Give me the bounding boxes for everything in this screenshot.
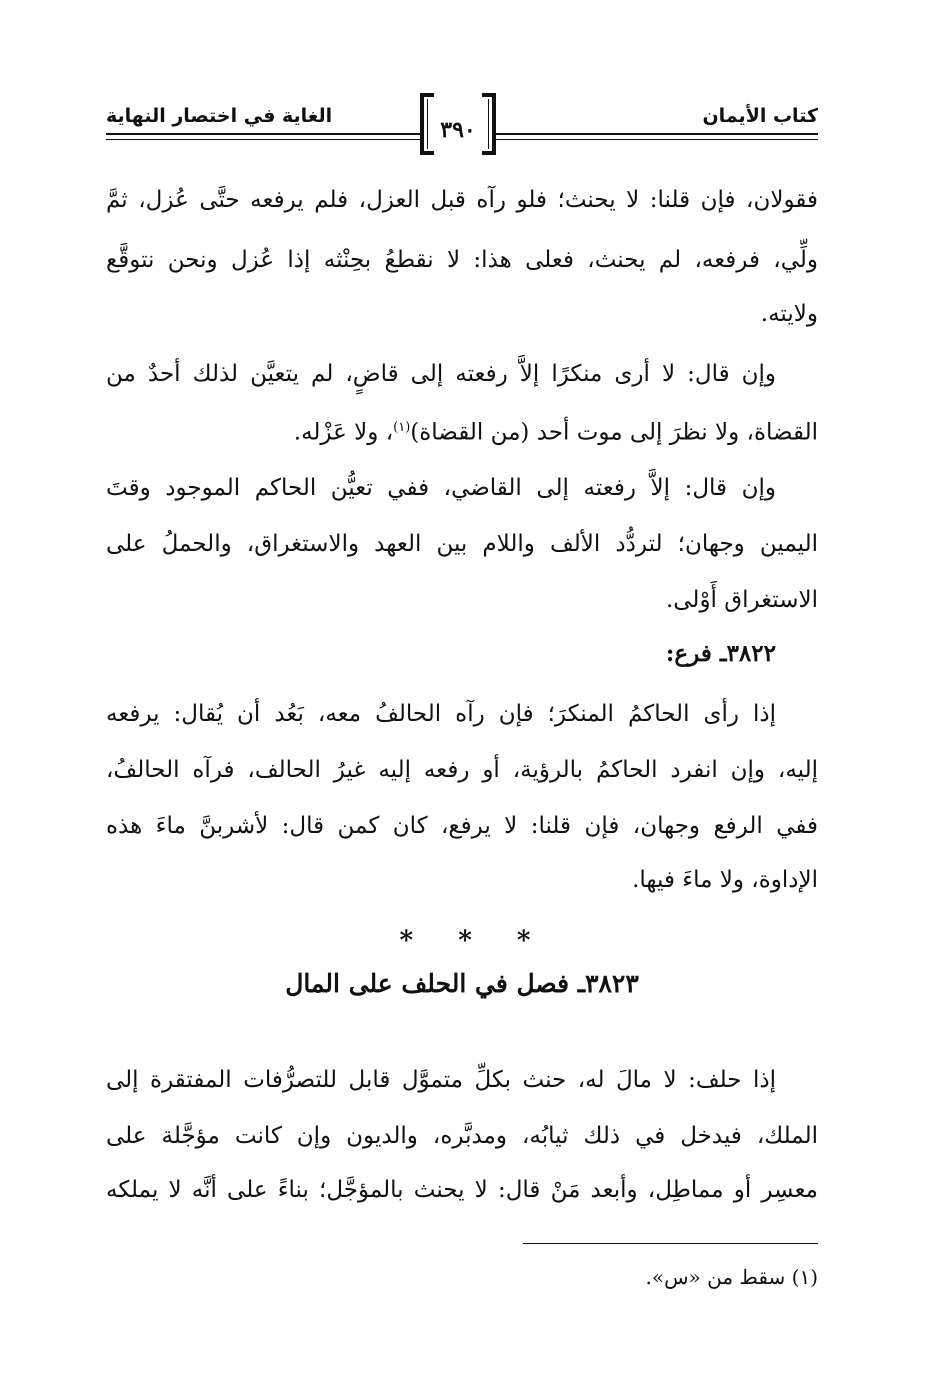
section-separator-stars: * * * bbox=[399, 926, 549, 956]
branch-heading: ٣٨٢٢ـ فرع: bbox=[665, 640, 776, 667]
text-line: ولِّي، فرفعه، لم يحنث، فعلى هذا: لا نقطعُ بحِنْثه إذا عُزل ونحن نتوقَّع bbox=[106, 247, 818, 273]
text-line: إليه، وإن انفرد الحاكمُ بالرؤية، أو رفعه إليه غيرُ الحالف، فرآه الحالفُ، bbox=[106, 757, 818, 783]
header-rule-left-thin bbox=[106, 139, 422, 140]
header-rule-right bbox=[496, 133, 818, 135]
text-line: ففي الرفع وجهان، فإن قلنا: لا يرفع، كان كمن قال: لأشربنَّ ماءَ هذه bbox=[106, 813, 818, 839]
header-rule-left bbox=[106, 133, 422, 135]
text-line: إذا حلف: لا مالَ له، حنث بكلِّ متموَّل قابل للتصرُّفات المفتقرة إلى bbox=[106, 1067, 776, 1093]
text-line: الاستغراق أَوْلى. bbox=[665, 587, 818, 613]
text-line: الملك، فيدخل في ذلك ثيابُه، ومدبَّره، والديون وإن كانت مؤجَّلة على bbox=[106, 1123, 818, 1149]
header-rule-right-thin bbox=[496, 139, 818, 140]
page-number-frame bbox=[420, 93, 496, 155]
text-line: ولايته. bbox=[760, 301, 818, 327]
footnote-separator bbox=[523, 1243, 818, 1244]
text-line: اليمين وجهان؛ لتردُّد الألف واللام بين العهد والاستغراق، والحملُ على bbox=[106, 531, 818, 557]
running-header-work-title: الغاية في اختصار النهاية bbox=[106, 105, 333, 127]
text-line: إذا رأى الحاكمُ المنكرَ؛ فإن رآه الحالفُ معه، بَعُد أن يُقال: يرفعه bbox=[106, 701, 776, 727]
text-segment: القضاة، ولا نظرَ إلى موت أحد (من القضاة) bbox=[410, 419, 818, 446]
text-line: معسِر أو مماطِل، وأبعد مَنْ قال: لا يحنث بالمؤجَّل؛ بناءً على أنَّه لا يملكه bbox=[106, 1177, 818, 1203]
running-header-book-title: كتاب الأيمان bbox=[702, 105, 818, 127]
text-line bbox=[106, 410, 818, 451]
footnote: (١) سقط من «س». bbox=[645, 1265, 818, 1289]
text-line: وإن قال: لا أرى منكرًا إلاَّ رفعته إلى قاضٍ، لم يتعيَّن لذلك أحدٌ من bbox=[106, 361, 776, 387]
text-line: الإداوة، ولا ماءَ فيها. bbox=[632, 867, 818, 893]
section-title: ٣٨٢٣ـ فصل في الحلف على المال bbox=[285, 969, 639, 998]
page-number: ٣٩٠ bbox=[440, 117, 476, 143]
text-segment: ، ولا عَزْله. bbox=[293, 419, 394, 446]
footnote-reference: (١) bbox=[393, 420, 411, 435]
text-line: فقولان، فإن قلنا: لا يحنث؛ فلو رآه قبل العزل، فلم يرفعه حتَّى عُزل، ثمَّ bbox=[106, 187, 818, 213]
text-line: وإن قال: إلاَّ رفعته إلى القاضي، ففي تعيُّن الحاكم الموجود وقتَ bbox=[106, 475, 776, 501]
